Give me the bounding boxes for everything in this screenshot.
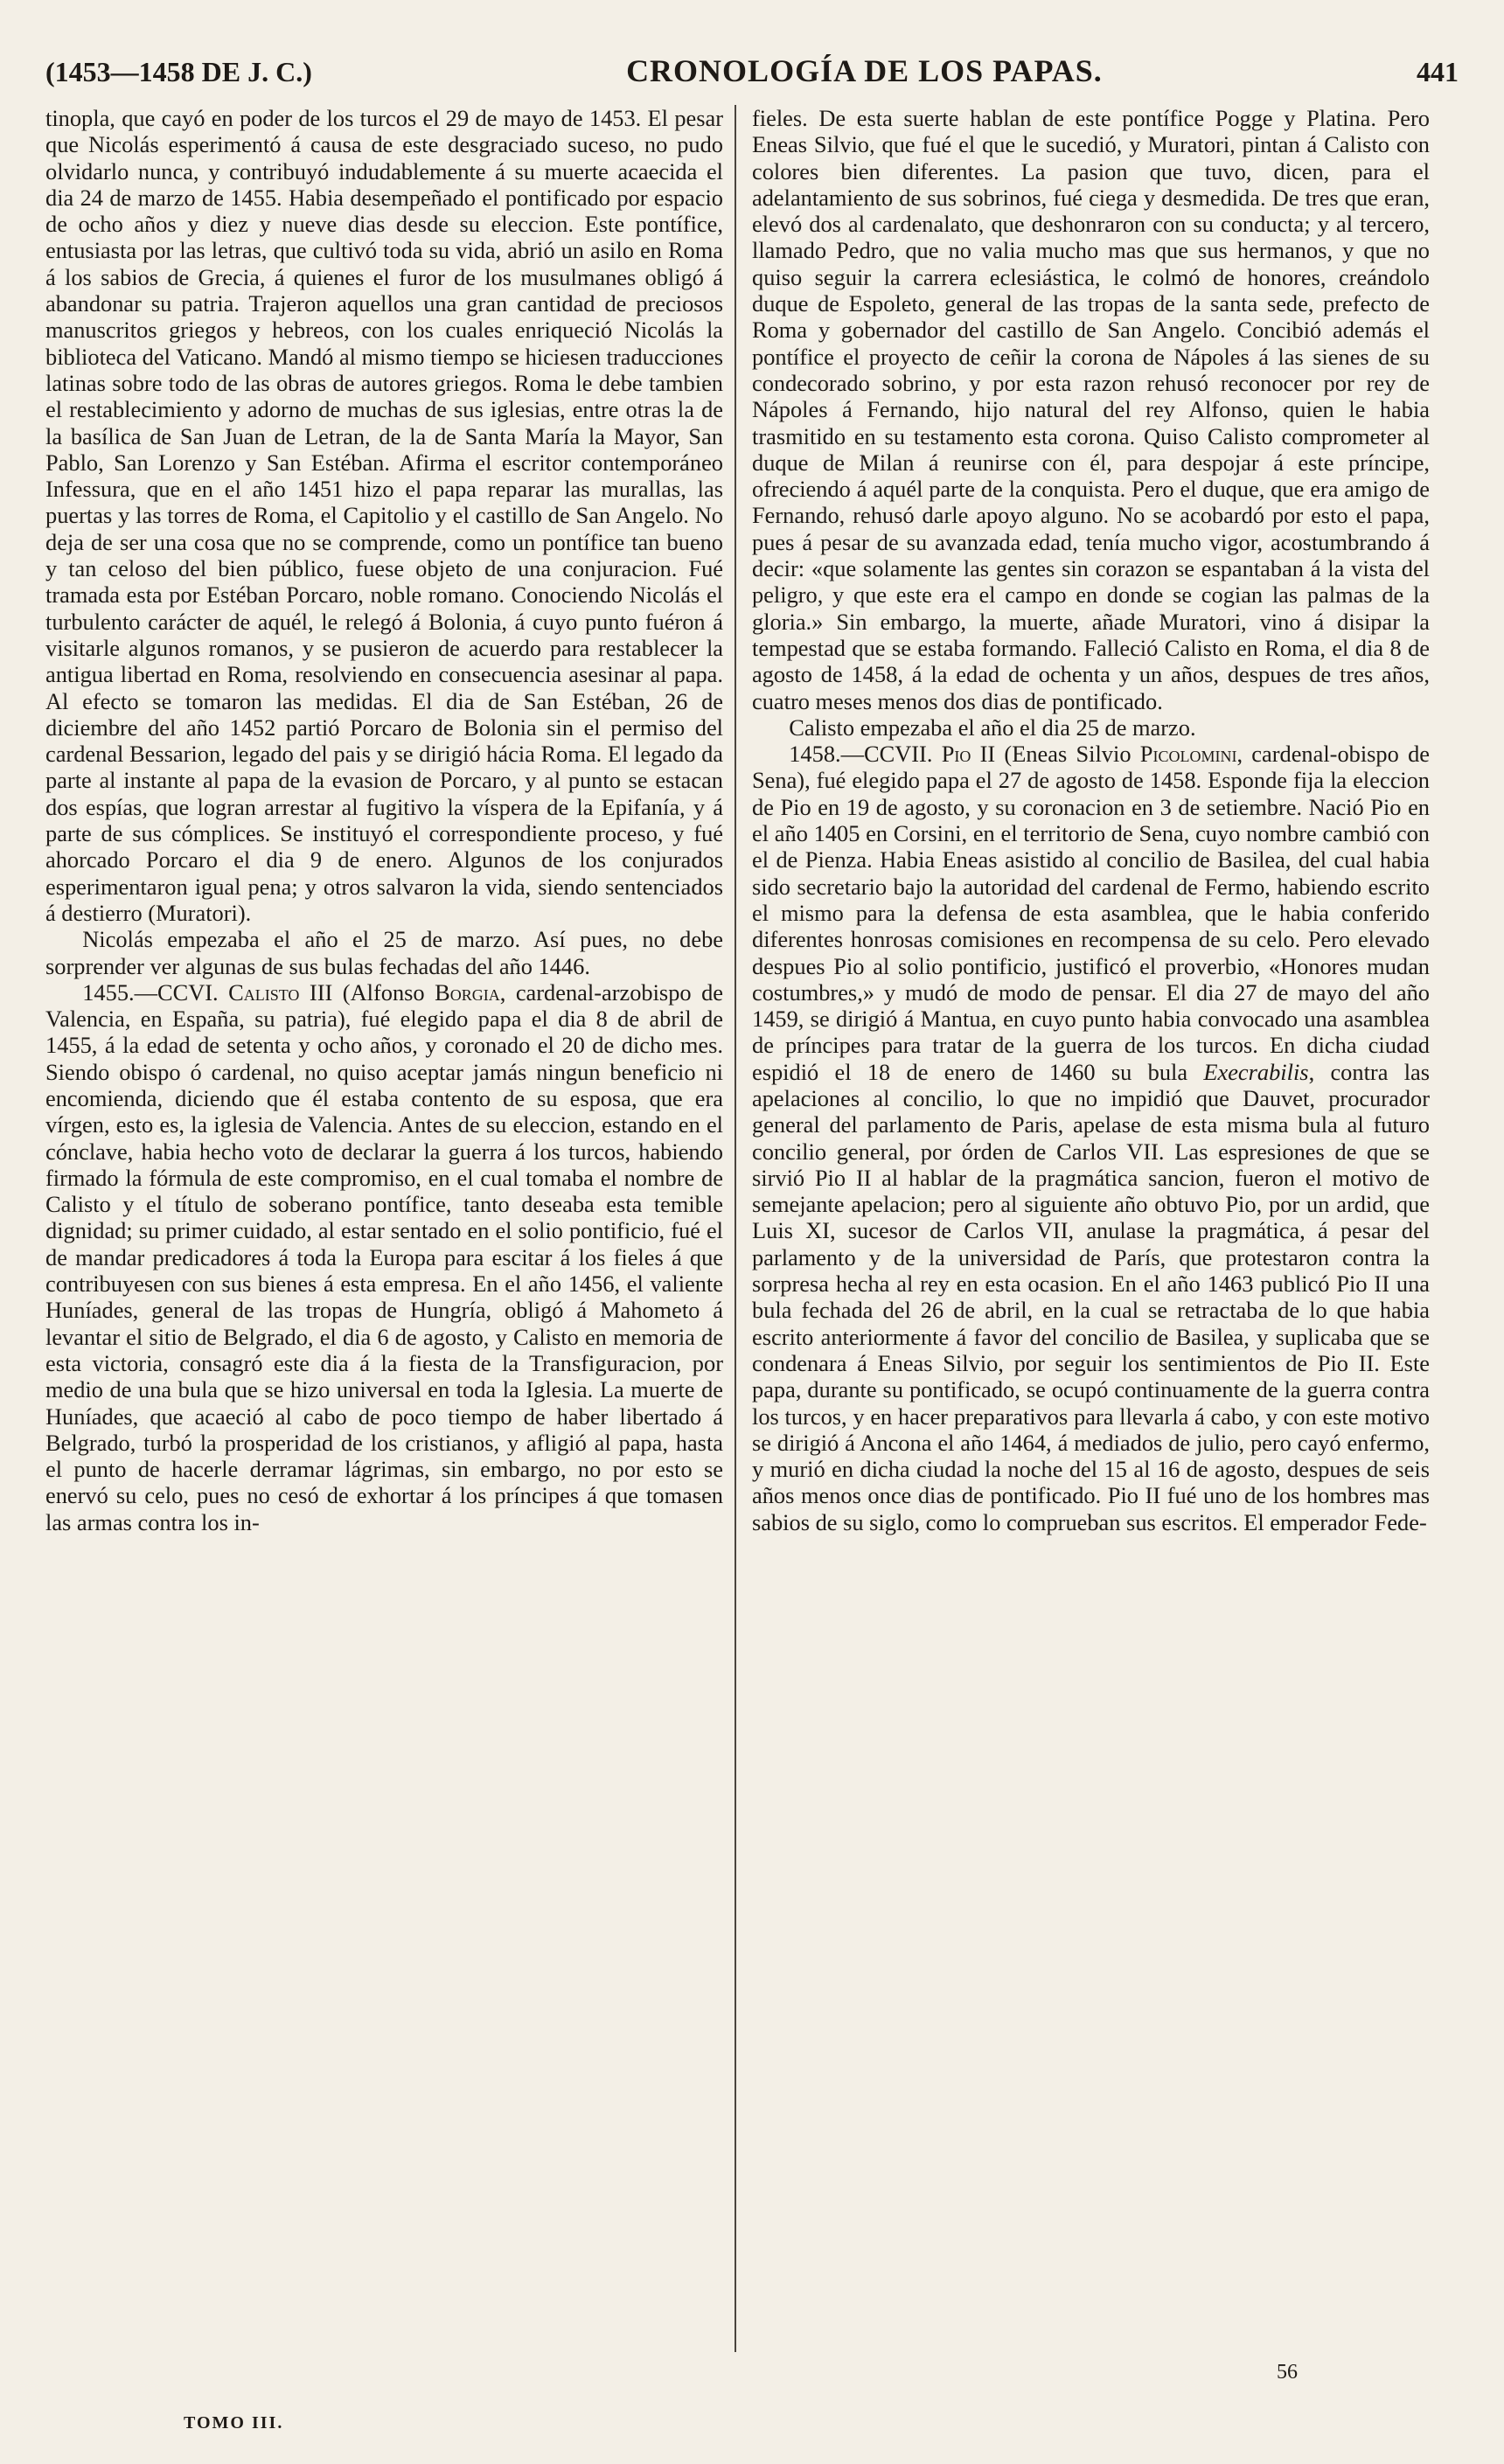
- entry-text-a: , cardenal-obispo de Sena), fué elegido papa el 27 de agosto de 1458. Esponde fija la eleccion de Pio en 19 de agosto, y su coronacion en 3 de setiembre. Nació Pio en el año 1405 en Corsini, en el territorio de Sena, cuyo nombre cambió con el de Pienza. Habia Eneas asistido al concilio de Basilea, del cual habia sido secretario bajo la autoridad del cardenal de Fermo, habiendo escrito el mismo para la defensa de esta asamblea, que le habia conferido diferentes honrosas comisiones en recompensa de su celo. Pero elevado despues Pio al solio pontificio, justificó el proverbio, «Honores mudan costumbres,» y mudó de modo de pensar. El dia 27 de mayo del año 1459, se dirigió á Mantua, en cuyo punto habia convocado una asamblea de príncipes para tratar de la guerra de los turcos. En dicha ciudad espidió el 18 de enero de 1460 su bula: [752, 741, 1430, 1085]
- entry-text: , cardenal-arzobispo de Valencia, en España, su patria), fué elegido papa el dia 8 de abril de 1455, á la edad de setenta y ocho años, y coronado el 20 de dicho mes. Siendo obispo ó cardenal, no quiso aceptar jamás ningun beneficio ni encomienda, diciendo que él estaba contento de su esposa, que era vírgen, esto es, la iglesia de Valencia. Antes de su eleccion, estando en el cónclave, habia hecho voto de declarar la guerra á los turcos, habiendo firmado la fórmula de este compromiso, en el cual tomaba el nombre de Calisto y el título de soberano pontífice, tanto deseaba esta temible dignidad; su primer cuidado, al estar sentado en el solio pontificio, fué el de mandar predicadores á toda la Europa para escitar á los fieles á que contribuyesen con sus bienes á esta empresa. En el año 1456, el valiente Huníades, general de las tropas de Hungría, obligó á Mahometo á levantar el sitio de Belgrado, el dia 6 de agosto, y Calisto en memoria de esta victoria, consagró este dia á la fiesta de la Transfiguracion, por medio de una bula que se hizo universal en toda la Iglesia. La muerte de Huníades, que acaeció al cabo de poco tiempo de haber libertado á Belgrado, turbó la prosperidad de los cristianos, y afligió al papa, hasta el punto de hacerle derramar lágrimas, sin embargo, no por esto se enervó su celo, pues no cesó de exhortar á los príncipes á que tomasen las armas contra los in-: [45, 978, 723, 1535]
- pope-surname: Borgia: [435, 978, 500, 1006]
- right-column: [752, 105, 1430, 1535]
- paren-open: (Alfonso: [332, 978, 435, 1006]
- bull-title: Execrabilis: [1203, 1058, 1309, 1085]
- header-title: CRONOLOGÍA DE LOS PAPAS.: [626, 53, 1103, 88]
- paren-open: (Eneas Silvio: [995, 741, 1140, 768]
- page-number: 441: [1416, 56, 1459, 87]
- entry-number: 1458.—CCVII.: [789, 741, 942, 768]
- entry-text-b: , contra las apelaciones al concilio, lo que no impidió que Dauvet, procurador general del parlamento de Paris, apelase de esta misma bula al futuro concilio general, por órden de Carlos VII. Las espresiones de que se sirvió Pio II al hablar de la pragmática sancion, fueron el motivo de semejante apelacion; pero al siguiente año obtuvo Pio, por un ardid, que Luis XI, sucesor de Carlos VII, anulase la pragmática, á pesar del parlamento y de la universidad de París, que protestaron contra la sorpresa hecha al rey en esta ocasion. En el año 1463 publicó Pio II una bula fechada del 26 de abril, en la cual se retractaba de lo que habia escrito anteriormente á favor del concilio de Basilea, y suplicaba que se condenara á Eneas Silvio, por seguir los sentimientos de Pio II. Este papa, durante su pontificado, se ocupó continuamente de la guerra contra los turcos, y en hacer preparativos para llevarla á cabo, y con este motivo se dirigió á Ancona el año 1464, á mediados de julio, pero cayó enfermo, y murió en dicha ciudad la noche del 15 al 16 de agosto, despues de seis años menos once dias de pontificado. Pio II fué uno de los hombres mas sabios de su siglo, como lo comprueban sus escritos. El emperador Fede-: [752, 1058, 1431, 1535]
- left-paragraph-2: Nicolás empezaba el año el 25 de marzo. Así pues, no debe sorprender ver algunas de sus bulas fechadas del año 1446.: [45, 926, 723, 979]
- volume-label: TOMO III.: [184, 2413, 284, 2433]
- right-paragraph-1: fieles. De esta suerte hablan de este pontífice Pogge y Platina. Pero Eneas Silvio, que fué el que le sucedió, y Muratori, pintan á Calisto con colores bien diferentes. La pasion que tuvo, dicen, para el adelantamiento de sus sobrinos, fué ciega y desmedida. De tres que eran, elevó dos al cardenalato, que deshonraron con su conducta; y al tercero, llamado Pedro, que no valia mucho mas que sus hermanos, y que no quiso seguir la carrera eclesiástica, le colmó de honores, creándolo duque de Espoleto, general de las tropas de la santa sede, prefecto de Roma y gobernador del castillo de San Angelo. Concibió además el pontífice el proyecto de ceñir la corona de Nápoles á las sienes de su condecorado sobrino, y por esta razon rehusó reconocer por rey de Nápoles á Fernando, hijo natural del rey Alfonso, quien le habia trasmitido en su testamento esta corona. Quiso Calisto comprometer al duque de Milan á reunirse con él, para despojar á este príncipe, ofreciendo á aquél parte de la conquista. Pero el duque, que era amigo de Fernando, rehusó darle apoyo alguno. No se acobardó por esto el papa, pues á pesar de su avanzada edad, tenía mucho vigor, acostumbrando á decir: «que solamente las gentes sin corazon se espantaban á la vista del peligro, y que este era el campo en donde se cogian las palmas de la gloria.» Sin embargo, la muerte, añade Muratori, vino á disipar la tempestad que se estaba formando. Falleció Calisto en Roma, el dia 8 de agosto de 1458, á la edad de ochenta y un años, despues de tres años, cuatro meses menos dos dias de pontificado.: [752, 105, 1430, 714]
- pope-name: Pio II: [941, 741, 996, 768]
- header-date-range: (1453—1458 DE J. C.): [45, 56, 312, 87]
- entry-number: 1455.—CCVI.: [82, 978, 229, 1006]
- left-paragraph-1: tinopla, que cayó en poder de los turcos el 29 de mayo de 1453. El pesar que Nicolás esperimentó á causa de este desgraciado suceso, no pudo olvidarlo nunca, y contribuyó indudablemente á su muerte acaecida el dia 24 de marzo de 1455. Habia desempeñado el pontificado por espacio de ocho años y diez y nueve dias desde su eleccion. Este pontífice, entusiasta por las letras, que cultivó toda su vida, abrió un asilo en Roma á los sabios de Grecia, á quienes el furor de los musulmanes obligó á abandonar su patria. Trajeron aquellos una gran cantidad de preciosos manuscritos griegos y hebreos, con los cuales enriqueció Nicolás la biblioteca del Vaticano. Mandó al mismo tiempo se hiciesen traducciones latinas sobre todo de las obras de autores griegos. Roma le debe tambien el restablecimiento y adorno de muchas de sus iglesias, entre otras la de la basílica de San Juan de Letran, de la de Santa María la Mayor, San Pablo, San Lorenzo y San Estéban. Afirma el escritor contemporáneo Infessura, que en el año 1451 hizo el papa reparar las murallas, las puertas y las torres de Roma, el Capitolio y el castillo de San Angelo. No deja de ser una cosa que no se comprende, como un pontífice tan bueno y tan celoso del bien público, fuese objeto de una conjuracion. Fué tramada esta por Estéban Porcaro, noble romano. Conociendo Nicolás el turbulento carácter de aquél, le relegó á Bolonia, á cuyo punto fuéron á visitarle algunos romanos, y se pusieron de acuerdo para restablecer la antigua libertad en Roma, resolviendo en consecuencia asesinar al papa. Al efecto se tomaron las medidas. El dia de San Estéban, 26 de diciembre del año 1452 partió Porcaro de Bolonia sin el permiso del cardenal Bessarion, legado del pais y se dirigió hácia Roma. El legado da parte al instante al papa de la evasion de Porcaro, y al punto se estacan dos espías, que logran arrestar al fugitivo la víspera de la Epifanía, y á parte de sus cómplices. Se instituyó el correspondiente proceso, y fué ahorcado Porcaro el dia 9 de enero. Algunos de los conjurados esperimentaron igual pena; y otros salvaron la vida, siendo sentenciados á destierro (Muratori).: [45, 105, 723, 926]
- left-column: [45, 105, 723, 1535]
- right-paragraph-3: [752, 741, 1430, 1535]
- pope-name: Calisto III: [228, 978, 333, 1006]
- signature-mark: 56: [1277, 2361, 1298, 2384]
- column-divider: [735, 105, 736, 2352]
- left-paragraph-3: [45, 979, 723, 1535]
- right-paragraph-2: Calisto empezaba el año el dia 25 de marzo.: [789, 713, 1196, 741]
- pope-surname: Picolomini: [1139, 741, 1237, 768]
- page-header: [45, 52, 1459, 101]
